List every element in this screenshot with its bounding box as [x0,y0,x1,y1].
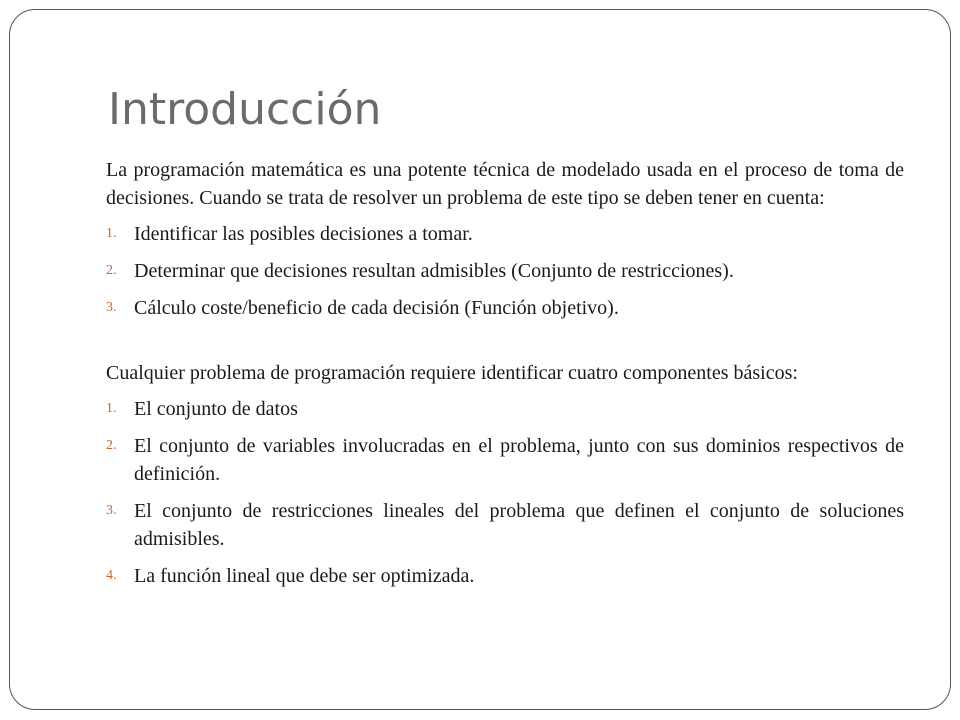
spacer [106,331,904,359]
components-list [106,395,904,590]
list-item-text: La función lineal que debe ser optimizada. [134,565,475,587]
list-item-text: El conjunto de variables involucradas en el problema, junto con sus dominios respectivos de definición. [134,435,904,485]
list-item-number: 1. [106,401,117,416]
list-item-text: Identificar las posibles decisiones a tomar. [134,223,473,245]
list-item-number: 2. [106,438,117,453]
list-item-number: 2. [106,263,117,278]
list-item-text: El conjunto de restricciones lineales del problema que definen el conjunto de soluciones admisibles. [134,500,904,550]
list-item-text: El conjunto de datos [134,398,298,420]
list-item [106,562,904,590]
list-item [106,294,904,322]
slide-body [106,156,904,599]
list-item-number: 4. [106,568,117,583]
list-item-number: 3. [106,300,117,315]
list-item-number: 3. [106,503,117,518]
decision-steps-list [106,220,904,322]
second-paragraph: Cualquier problema de programación requiere identificar cuatro componentes básicos: [106,362,798,384]
list-item-text: Cálculo coste/beneficio de cada decisión (Función objetivo). [134,297,619,319]
list-item [106,432,904,488]
list-item [106,257,904,285]
list-item-number: 1. [106,226,117,241]
intro-paragraph: La programación matemática es una potente técnica de modelado usada en el proceso de toma de decisiones. Cuando se trata de resolver un problema de este tipo se deben tener en cuenta: [106,159,904,209]
list-item [106,497,904,553]
list-item [106,395,904,423]
slide-title: Introducción [108,84,382,135]
list-item [106,220,904,248]
list-item-text: Determinar que decisiones resultan admisibles (Conjunto de restricciones). [134,260,734,282]
